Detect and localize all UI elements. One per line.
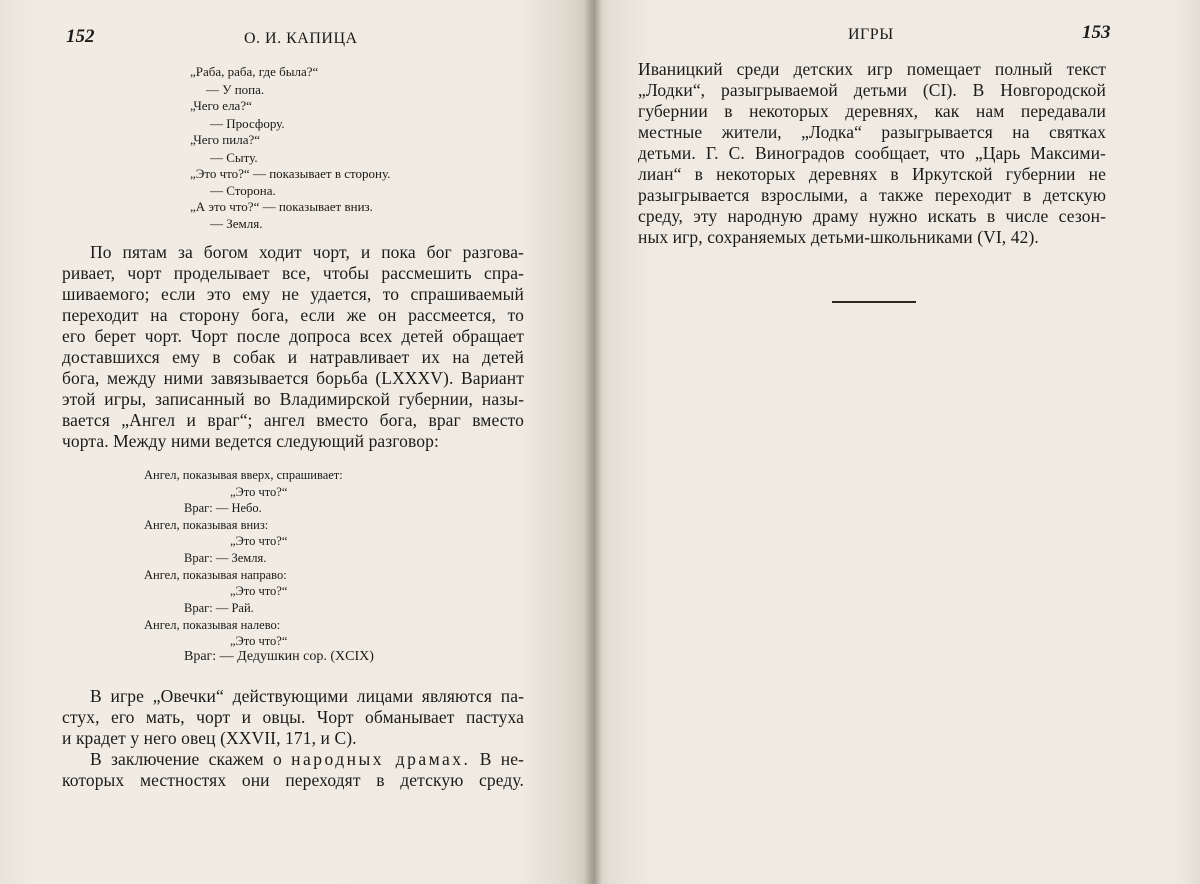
- dialogue-line: „Это что?“: [230, 584, 288, 598]
- text-line: этой игры, записанный во Владимирской губернии, назы-: [62, 389, 524, 409]
- spaced-emphasis: народных драмах.: [291, 749, 471, 769]
- dialogue-line: „Это что?“: [230, 534, 288, 548]
- paragraph: [62, 686, 524, 749]
- dialogue-line: Ангел, показывая вверх, спрашивает:: [144, 468, 343, 482]
- text-line: его берет чорт. Чорт после допроса всех детей обращает: [62, 326, 524, 346]
- verse-line: „Чего пила?“: [190, 132, 261, 147]
- dialogue-line: Враг: — Небо.: [184, 501, 262, 515]
- dialogue-line: Ангел, показывая вниз:: [144, 518, 269, 532]
- left-running-head: О. И. КАПИЦА: [244, 30, 358, 47]
- verse-line: — Сторона.: [210, 183, 276, 198]
- text-line: Иваницкий среди детских игр помещает полный текст: [638, 59, 1106, 79]
- verse-line: — Сыту.: [210, 150, 258, 165]
- text-line: местные жители, „Лодка“ разыгрывается на святках: [638, 122, 1106, 142]
- text-line: доставшихся ему в собак и натравливает их на детей: [62, 347, 524, 367]
- text-line: среду, эту народную драму нужно искать в числе сезон-: [638, 206, 1106, 226]
- dialogue-line: Ангел, показывая направо:: [144, 568, 287, 582]
- paragraph: [62, 749, 524, 791]
- text-line: лиан“ в некоторых деревнях в Иркутской губернии не: [638, 164, 1106, 184]
- book-gutter: [584, 0, 602, 884]
- verse-line: — У попа.: [206, 82, 265, 97]
- text-line: В игре „Овечки“ действующими лицами являются па-: [90, 686, 524, 706]
- dialogue-line: Враг: — Земля.: [184, 551, 267, 565]
- verse-line: — Земля.: [210, 216, 263, 231]
- text-lead: В заключение скажем о: [90, 749, 282, 769]
- dialogue-line: „Это что?“: [230, 485, 288, 499]
- right-page-number: 153: [1082, 22, 1111, 43]
- text-line: ных игр, сохраняемых детьми-школьниками (VI, 42).: [638, 227, 1039, 247]
- text-line: чорта. Между ними ведется следующий разговор:: [62, 431, 439, 451]
- text-tail: В не-: [479, 749, 524, 769]
- text-line: шиваемого; если это ему не удается, то спрашиваемый: [62, 284, 524, 304]
- text-line: вается „Ангел и враг“; ангел вместо бога, враг вместо: [62, 410, 524, 430]
- text-line: стух, его мать, чорт и овцы. Чорт обманывает пастуха: [62, 707, 524, 727]
- right-page: [592, 0, 1200, 884]
- verse-line: „Раба, раба, где была?“: [190, 64, 319, 79]
- right-running-head: ИГРЫ: [848, 26, 894, 43]
- text-line: и крадет у него овец (XXVII, 171, и С).: [62, 728, 357, 748]
- verse-line: „Это что?“ — показывает в сторону.: [190, 166, 391, 181]
- text-line: „Лодки“, разыгрываемой детьми (CI). В Новгородской: [638, 80, 1106, 100]
- paragraph: [62, 242, 524, 452]
- text-line: ривает, чорт проделывает все, чтобы рассмешить спра-: [62, 263, 524, 283]
- verse-line: „Чего ела?“: [190, 98, 252, 113]
- text-line: [62, 749, 524, 770]
- text-line: губернии в некоторых деревнях, как нам передавали: [638, 101, 1106, 121]
- dialogue-line: Враг: — Рай.: [184, 601, 254, 615]
- text-line: переходит на сторону бога, если же он рассмеется, то: [62, 305, 524, 325]
- text-line: бога, между ними завязывается борьба (LXXXV). Вариант: [62, 368, 524, 388]
- paragraph: [638, 59, 1106, 248]
- dialogue-line: Враг: — Дедушкин сор. (XCIX): [184, 649, 374, 664]
- text-line: которых местностях они переходят в детскую среду.: [62, 770, 524, 790]
- dialogue-line: Ангел, показывая налево:: [144, 618, 281, 632]
- section-end-rule: [832, 301, 916, 303]
- text-line: По пятам за богом ходит чорт, и пока бог разгова-: [90, 242, 524, 262]
- dialogue-line: „Это что?“: [230, 634, 288, 648]
- verse-line: „А это что?“ — показывает вниз.: [190, 199, 373, 214]
- text-line: разыгрывается взрослыми, а также переходит в детскую: [638, 185, 1106, 205]
- left-page: [0, 0, 592, 884]
- verse-line: — Просфору.: [210, 116, 285, 131]
- left-page-number: 152: [66, 26, 95, 47]
- text-line: детьми. Г. С. Виноградов сообщает, что „Царь Максими-: [638, 143, 1106, 163]
